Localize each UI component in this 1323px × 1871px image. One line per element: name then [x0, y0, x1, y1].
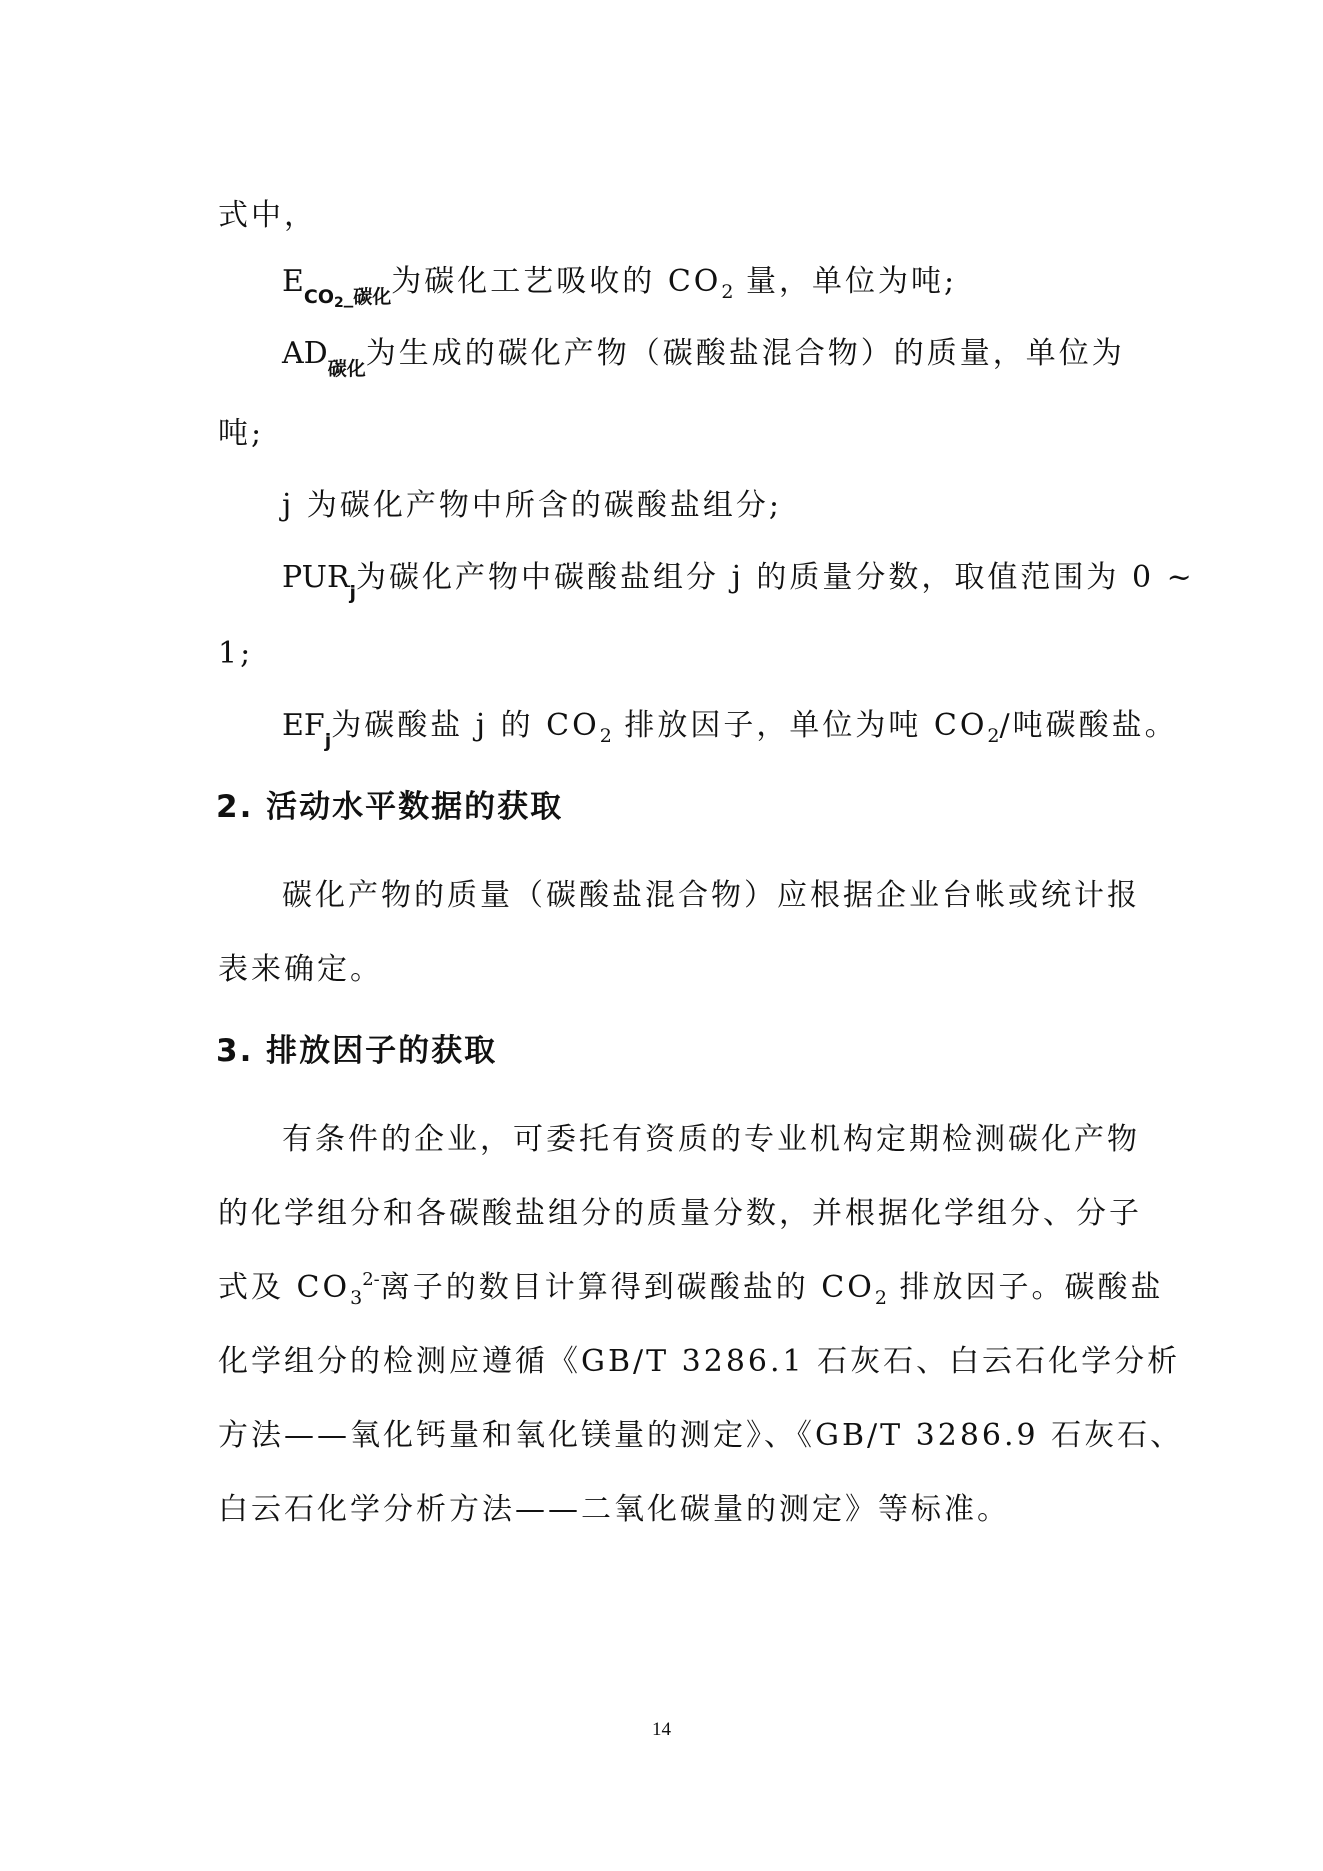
symbol-ad-subscript: 碳化	[327, 358, 366, 380]
section-3-line3	[218, 1268, 1164, 1312]
co2-subscript: 2	[599, 725, 612, 747]
definition-pur-cont	[218, 634, 1158, 674]
section-3-line4	[218, 1342, 1181, 1382]
paragraph-text: 方法——氧化钙量和氧化镁量的测定》、《GB/T 3286.9 石灰石、	[218, 1418, 1184, 1453]
definition-j	[282, 486, 1158, 526]
section-3-heading: 3. 排放因子的获取	[216, 1033, 498, 1069]
definition-text: 为碳化工艺吸收的 CO	[391, 264, 722, 299]
paragraph-text: 化学组分的检测应遵循《GB/T 3286.1 石灰石、白云石化学分析	[218, 1344, 1181, 1379]
section-2-heading: 2. 活动水平数据的获取	[216, 789, 564, 825]
subscript-carbonation: _碳化	[343, 286, 392, 308]
intro-text: 式中，	[218, 198, 317, 233]
paragraph-text: 表来确定。	[218, 952, 383, 987]
section-2-paragraph-line1	[282, 876, 1158, 916]
section-3-line6	[218, 1490, 1158, 1530]
paragraph-text: 式及 CO	[218, 1270, 351, 1305]
paragraph-text: 碳化产物的质量（碳酸盐混合物）应根据企业台帐或统计报	[282, 878, 1140, 913]
symbol-pur-subscript: j	[349, 582, 357, 604]
page-number: 14	[652, 1719, 671, 1740]
section-3-line5	[218, 1416, 1184, 1456]
symbol-pur: PUR	[282, 560, 350, 595]
definition-text-end: 量，单位为吨;	[733, 264, 958, 299]
section-2-paragraph-line2	[218, 950, 1158, 990]
paragraph-text: 白云石化学分析方法——二氧化碳量的测定》等标准。	[218, 1492, 1010, 1527]
paragraph-text-end: 排放因子。碳酸盐	[886, 1270, 1164, 1305]
definition-text: 为碳化产物中碳酸盐组分 j 的质量分数，取值范围为 0 ~	[356, 560, 1195, 595]
definition-text-mid: 排放因子，单位为吨 CO	[611, 708, 988, 743]
symbol-ef: EF	[282, 708, 325, 743]
co2-subscript: 2	[721, 281, 734, 303]
paragraph-text: 的化学组分和各碳酸盐组分的质量分数，并根据化学组分、分子	[218, 1196, 1142, 1231]
subscript-2: 2	[334, 295, 344, 311]
definition-ad-cont	[218, 414, 1158, 454]
paragraph-text-mid: 离子的数目计算得到碳酸盐的 CO	[379, 1270, 875, 1305]
definition-text: 为生成的碳化产物（碳酸盐混合物）的质量，单位为	[365, 336, 1125, 371]
definition-text: 为碳酸盐 j 的 CO	[331, 708, 600, 743]
section-3-line2	[218, 1194, 1158, 1234]
definition-ef	[282, 706, 1178, 752]
formula-intro	[218, 196, 1158, 236]
definition-text-cont: 吨;	[218, 416, 265, 451]
section-3-line1	[282, 1120, 1158, 1160]
definition-ad	[282, 334, 1158, 380]
co2-subscript-2: 2	[987, 725, 1000, 747]
definition-text-end: /吨碳酸盐。	[999, 708, 1178, 743]
symbol-e-subscript	[303, 286, 392, 311]
co3-superscript: 2-	[362, 1269, 380, 1290]
subscript-co: CO	[303, 286, 335, 308]
definition-text: j 为碳化产物中所含的碳酸盐组分;	[282, 488, 782, 523]
co2-subscript: 2	[874, 1287, 887, 1309]
paragraph-text: 有条件的企业，可委托有资质的专业机构定期检测碳化产物	[282, 1122, 1140, 1157]
symbol-ad: AD	[282, 336, 328, 371]
definition-text-cont: 1;	[218, 636, 254, 671]
co3-subscript: 3	[350, 1287, 363, 1309]
symbol-e: E	[282, 264, 304, 299]
definition-e-co2	[282, 262, 1158, 311]
symbol-ef-subscript: j	[324, 730, 332, 752]
definition-pur	[282, 558, 1195, 604]
